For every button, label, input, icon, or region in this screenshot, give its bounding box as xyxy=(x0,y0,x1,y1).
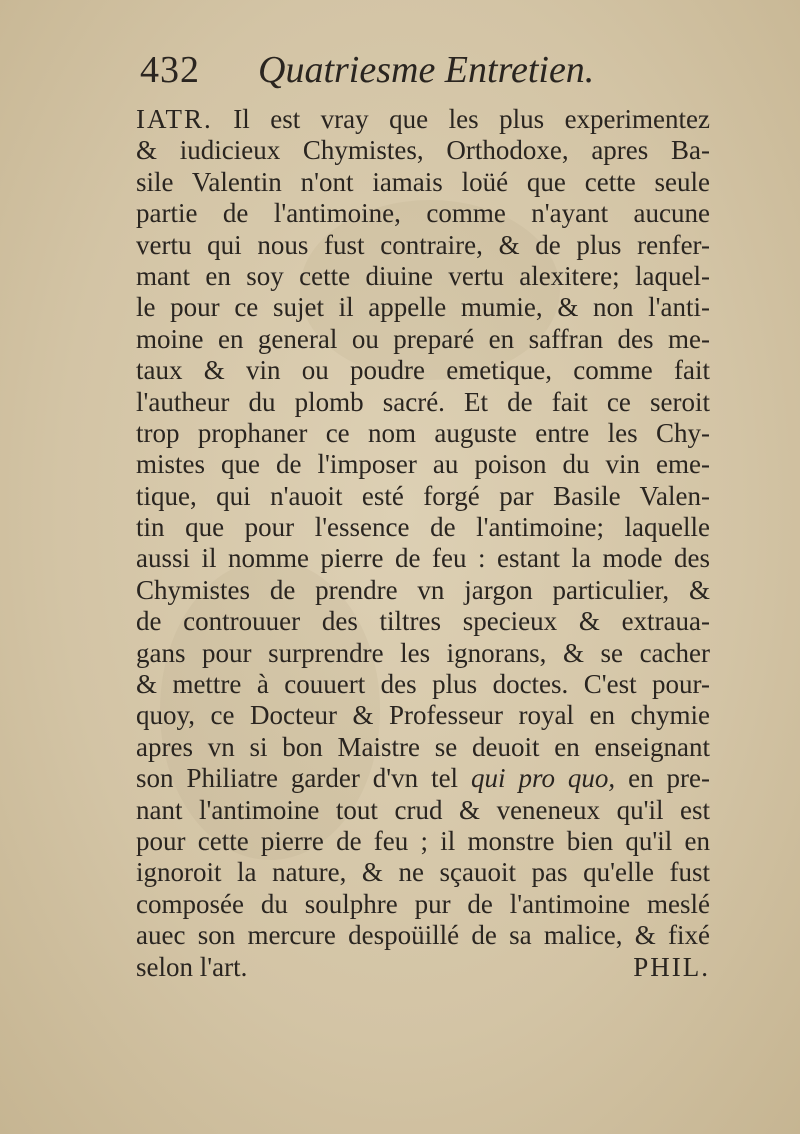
text-line: son Philiatre garder d'vn tel qui pro quo, en pre- xyxy=(136,763,710,794)
page-number: 432 xyxy=(140,49,200,91)
text-line: apres vn si bon Maistre se deuoit en enseignant xyxy=(136,731,710,762)
text-line: vertu qui nous fust contraire, & de plus renfer- xyxy=(136,229,710,260)
text-line: mistes que de l'imposer au poison du vin eme- xyxy=(136,449,710,480)
text-line: pour cette pierre de feu ; il monstre bien qu'il en xyxy=(136,825,710,856)
text-line: ignoroit la nature, & ne sçauoit pas qu'elle fust xyxy=(136,857,710,888)
text-line: tique, qui n'auoit esté forgé par Basile Valen- xyxy=(136,480,710,511)
text-line: partie de l'antimoine, comme n'ayant aucune xyxy=(136,198,710,229)
text-line: quoy, ce Docteur & Professeur royal en chymie xyxy=(136,700,710,731)
text-line: composée du soulphre pur de l'antimoine meslé xyxy=(136,888,710,919)
speaker-label: IATR. xyxy=(136,104,213,134)
text-line: l'autheur du plomb sacré. Et de fait ce seroit xyxy=(136,386,710,417)
text-line: de controuuer des tiltres specieux & extraua- xyxy=(136,606,710,637)
latin-phrase: qui pro quo, xyxy=(471,763,616,794)
text-line: & iudicieux Chymistes, Orthodoxe, apres Ba- xyxy=(136,135,710,166)
body-text xyxy=(136,104,710,983)
text-line: nant l'antimoine tout crud & veneneux qu'il est xyxy=(136,794,710,825)
text-line: auec son mercure despoüillé de sa malice, & fixé xyxy=(136,920,710,951)
text-line: trop prophaner ce nom auguste entre les Chy- xyxy=(136,417,710,448)
text-line: selon l'art. PHIL. xyxy=(136,951,710,982)
text-line: gans pour surprendre les ignorans, & se cacher xyxy=(136,637,710,668)
text-line: tin que pour l'essence de l'antimoine; laquelle xyxy=(136,512,710,543)
text-line: IATR. Il est vray que les plus experimentez xyxy=(136,104,710,134)
text-line: mant en soy cette diuine vertu alexitere; laquel- xyxy=(136,260,710,291)
text-line: sile Valentin n'ont iamais loüé que cette seule xyxy=(136,166,710,197)
text-line: Chymistes de prendre vn jargon particulier, & xyxy=(136,574,710,605)
text-line: taux & vin ou poudre emetique, comme fait xyxy=(136,355,710,386)
catchword: PHIL. xyxy=(633,951,710,982)
text-line: aussi il nomme pierre de feu : estant la mode des xyxy=(136,543,710,574)
running-title: Quatriesme Entretien. xyxy=(258,49,595,91)
text-line: moine en general ou preparé en saffran des me- xyxy=(136,323,710,354)
text-line: & mettre à couuert des plus doctes. C'est pour- xyxy=(136,669,710,700)
page-header xyxy=(140,48,720,104)
text-line: le pour ce sujet il appelle mumie, & non l'anti- xyxy=(136,292,710,323)
